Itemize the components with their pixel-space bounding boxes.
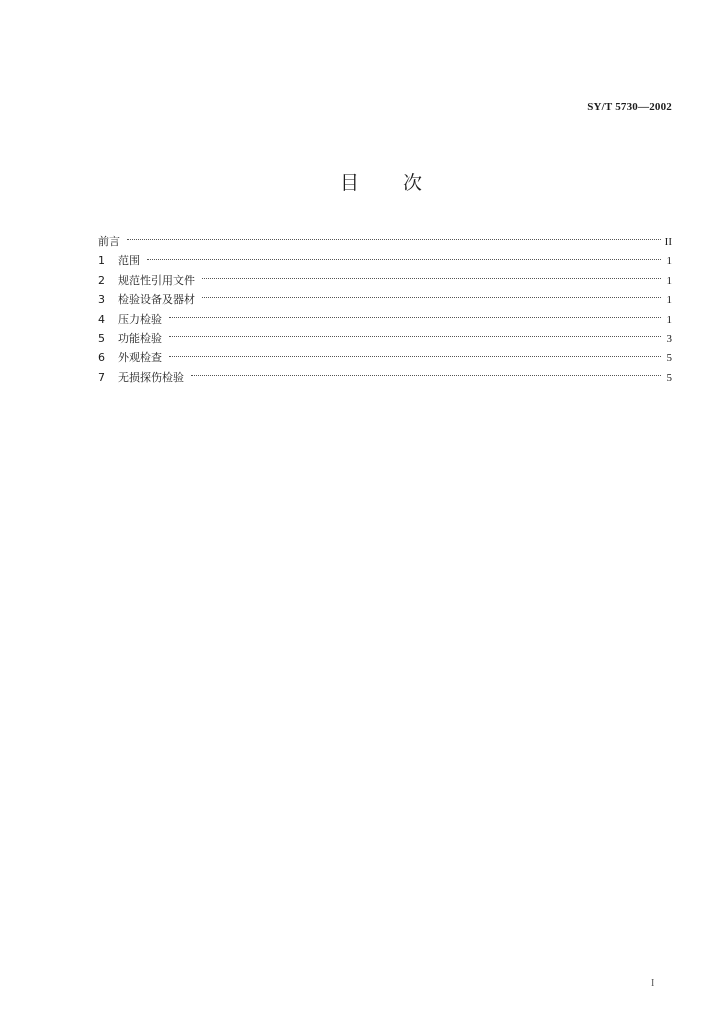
toc-dot-leader bbox=[191, 375, 661, 376]
toc-entry-page: 3 bbox=[666, 332, 672, 345]
toc-entry-equipment[interactable] bbox=[98, 290, 672, 309]
toc-entry-label: 检验设备及器材 bbox=[118, 293, 195, 307]
toc-entry-number: 3 bbox=[98, 293, 105, 307]
toc-entry-pressure-test[interactable] bbox=[98, 310, 672, 329]
toc-entry-number: 5 bbox=[98, 331, 105, 345]
toc-dot-leader bbox=[147, 259, 661, 260]
toc-dot-leader bbox=[169, 356, 661, 357]
toc-entry-page: 5 bbox=[666, 371, 672, 384]
toc-entry-label: 前言 bbox=[98, 235, 120, 248]
toc-entry-label: 规范性引用文件 bbox=[118, 273, 195, 287]
toc-dot-leader bbox=[202, 297, 661, 298]
toc-entry-number: 6 bbox=[98, 351, 105, 365]
toc-entry-page: 1 bbox=[666, 313, 672, 326]
toc-entry-number: 1 bbox=[98, 254, 105, 268]
toc-entry-label: 功能检验 bbox=[118, 331, 162, 345]
toc-dot-leader bbox=[169, 317, 661, 318]
toc-dot-leader bbox=[127, 239, 661, 240]
toc-entry-foreword[interactable] bbox=[98, 232, 672, 251]
toc-entry-label: 无损探伤检验 bbox=[118, 370, 184, 384]
toc-entry-number: 4 bbox=[98, 312, 105, 326]
toc-dot-leader bbox=[202, 278, 661, 279]
page-number: I bbox=[651, 978, 655, 989]
toc-entry-normative-references[interactable] bbox=[98, 271, 672, 290]
toc-entry-page: 1 bbox=[666, 255, 672, 268]
toc-entry-page: 1 bbox=[666, 294, 672, 307]
toc-entry-page: 5 bbox=[666, 352, 672, 365]
toc-entry-scope[interactable] bbox=[98, 251, 672, 270]
toc-entry-number: 2 bbox=[98, 273, 105, 287]
standard-number: SY/T 5730—2002 bbox=[587, 101, 672, 113]
toc-entry-label: 外观检查 bbox=[118, 351, 162, 365]
table-of-contents bbox=[98, 232, 672, 387]
toc-entry-label: 压力检验 bbox=[118, 312, 162, 326]
toc-entry-visual-inspection[interactable] bbox=[98, 348, 672, 367]
toc-entry-label: 范围 bbox=[118, 254, 140, 268]
toc-entry-function-test[interactable] bbox=[98, 329, 672, 348]
toc-dot-leader bbox=[169, 336, 661, 337]
toc-entry-ndt-inspection[interactable] bbox=[98, 368, 672, 387]
toc-entry-page: II bbox=[664, 236, 672, 248]
toc-title: 目次 bbox=[340, 172, 467, 194]
toc-entry-number: 7 bbox=[98, 370, 105, 384]
toc-entry-page: 1 bbox=[666, 274, 672, 287]
